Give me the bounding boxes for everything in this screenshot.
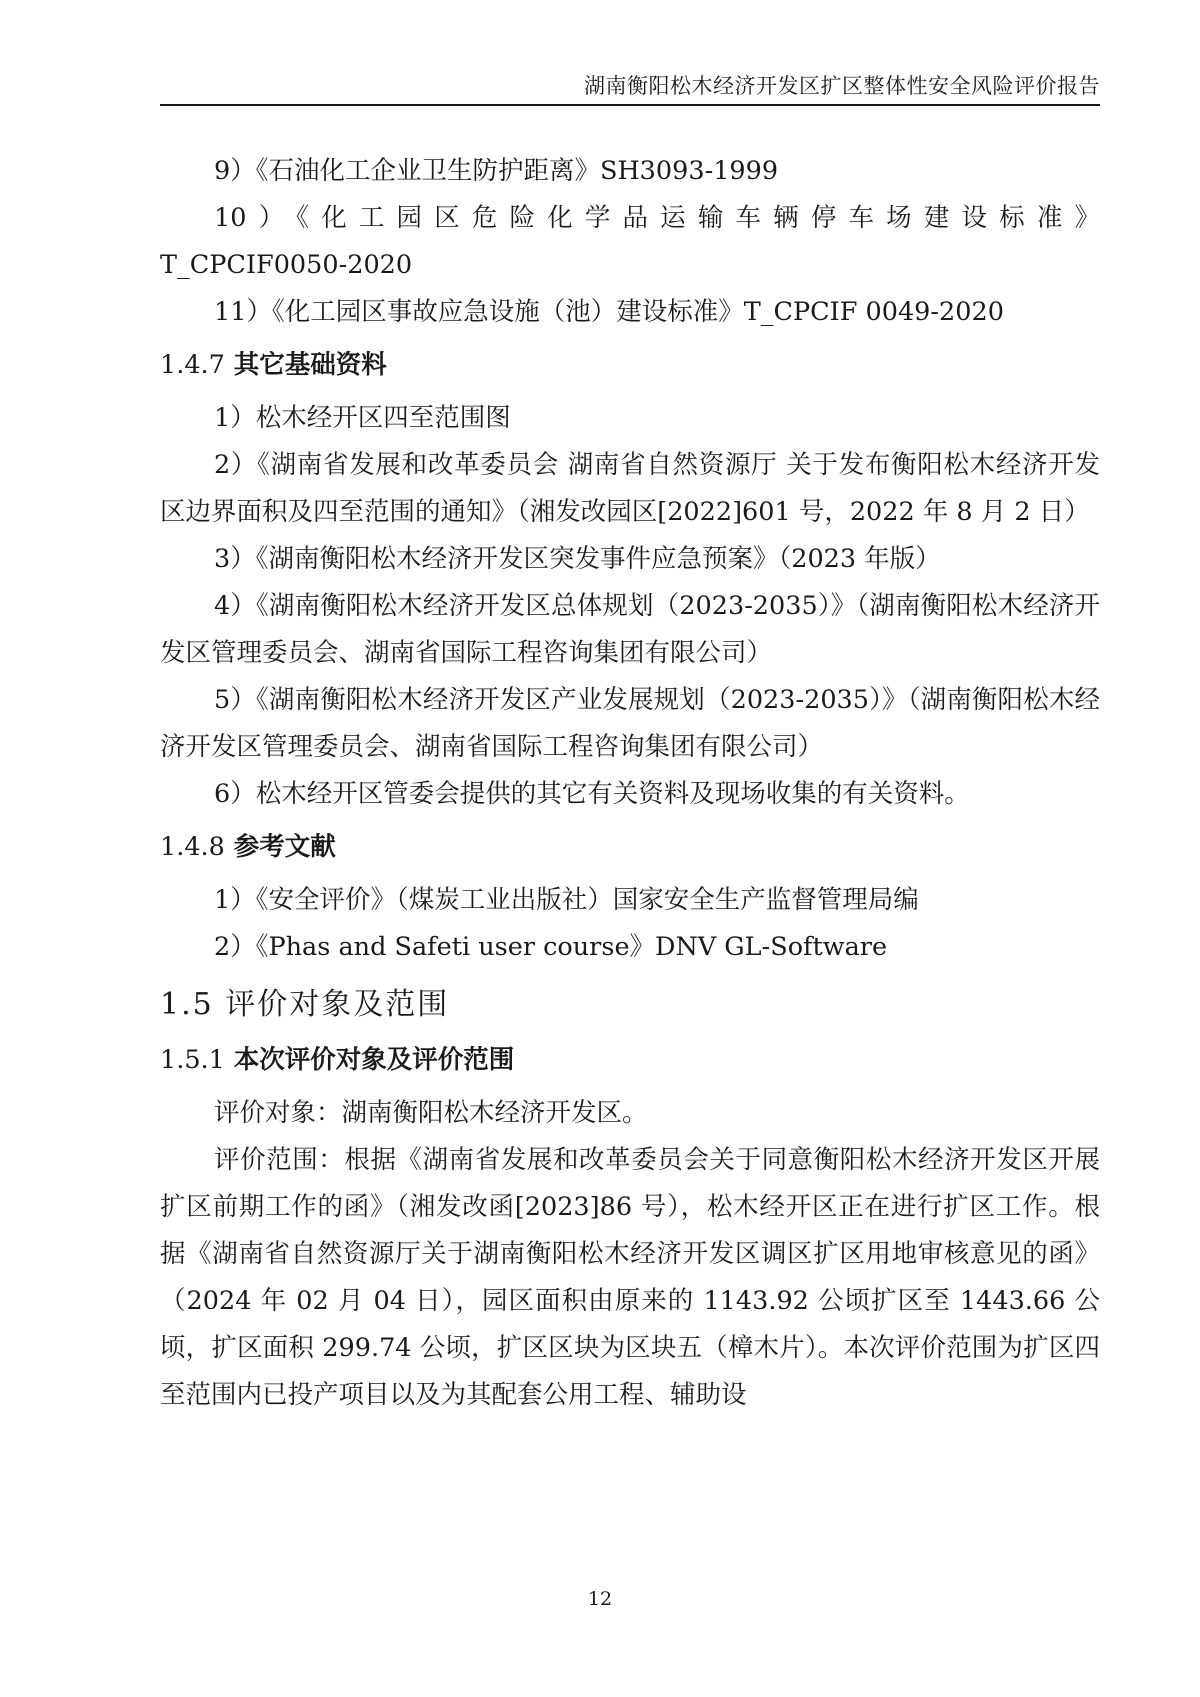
paragraph: 9）《石油化工企业卫生防护距离》SH3093-1999 bbox=[214, 156, 779, 186]
paragraph: 2）《Phas and Safeti user course》DNV GL-Software bbox=[214, 932, 888, 962]
paragraph: T_CPCIF0050-2020 bbox=[160, 250, 413, 280]
section-heading bbox=[160, 342, 1100, 389]
section-number: 1.4.8 bbox=[160, 832, 225, 862]
paragraph: 2）《湖南省发展和改革委员会 湖南省自然资源厅 关于发布衡阳松木经济开发区边界面积及四至范围的通知》（湘发改园区[2022]601 号，2022 年 8 月 2 日） bbox=[160, 450, 1100, 527]
section-title: 参考文献 bbox=[233, 832, 336, 862]
section-number: 1.4.7 bbox=[160, 350, 225, 380]
paragraph: 10）《化工园区危险化学品运输车辆停车场建设标准》 bbox=[214, 203, 1100, 233]
section-heading bbox=[160, 1037, 1100, 1084]
running-header: 湖南衡阳松木经济开发区扩区整体性安全风险评价报告 bbox=[584, 74, 1100, 98]
section-number: 1.5.1 bbox=[160, 1045, 225, 1075]
paragraph: 4）《湖南衡阳松木经济开发区总体规划（2023-2035）》（湖南衡阳松木经济开发区管理委员会、湖南省国际工程咨询集团有限公司） bbox=[160, 591, 1100, 668]
paragraph: 3）《湖南衡阳松木经济开发区突发事件应急预案》（2023 年版） bbox=[214, 544, 941, 574]
paragraph: 5）《湖南衡阳松木经济开发区产业发展规划（2023-2035）》（湖南衡阳松木经济开发区管理委员会、湖南省国际工程咨询集团有限公司） bbox=[160, 685, 1100, 762]
page-body bbox=[160, 148, 1100, 1419]
paragraph: 1）《安全评价》（煤炭工业出版社）国家安全生产监督管理局编 bbox=[214, 885, 919, 915]
page-number: 12 bbox=[587, 1588, 613, 1610]
header-rule bbox=[160, 104, 1100, 106]
paragraph: 评价范围：根据《湖南省发展和改革委员会关于同意衡阳松木经济开发区开展扩区前期工作的函》（湘发改函[2023]86 号），松木经开区正在进行扩区工作。根据《湖南省自然资源厅关于湖南衡阳松木经济开发区调区扩区用地审核意见的函》（2024 年 02 月 04 日），园区面积由原来的 1143.92 公顷扩区至 1443.66 公顷，扩区面积 299.74 公顷，扩区区块为区块五（樟木片）。本次评价范围为扩区四至范围内已投产项目以及为其配套公用工程、辅助设 bbox=[160, 1145, 1100, 1410]
paragraph: 6）松木经开区管委会提供的其它有关资料及现场收集的有关资料。 bbox=[214, 779, 970, 809]
section-title: 本次评价对象及评价范围 bbox=[233, 1045, 515, 1075]
section-heading bbox=[160, 824, 1100, 871]
chapter-heading: 1.5 评价对象及范围 bbox=[160, 987, 450, 1022]
paragraph: 11）《化工园区事故应急设施（池）建设标准》T_CPCIF 0049-2020 bbox=[214, 297, 1004, 327]
section-title: 其它基础资料 bbox=[233, 350, 387, 380]
paragraph: 1）松木经开区四至范围图 bbox=[214, 403, 511, 433]
paragraph: 评价对象：湖南衡阳松木经济开发区。 bbox=[214, 1098, 648, 1128]
